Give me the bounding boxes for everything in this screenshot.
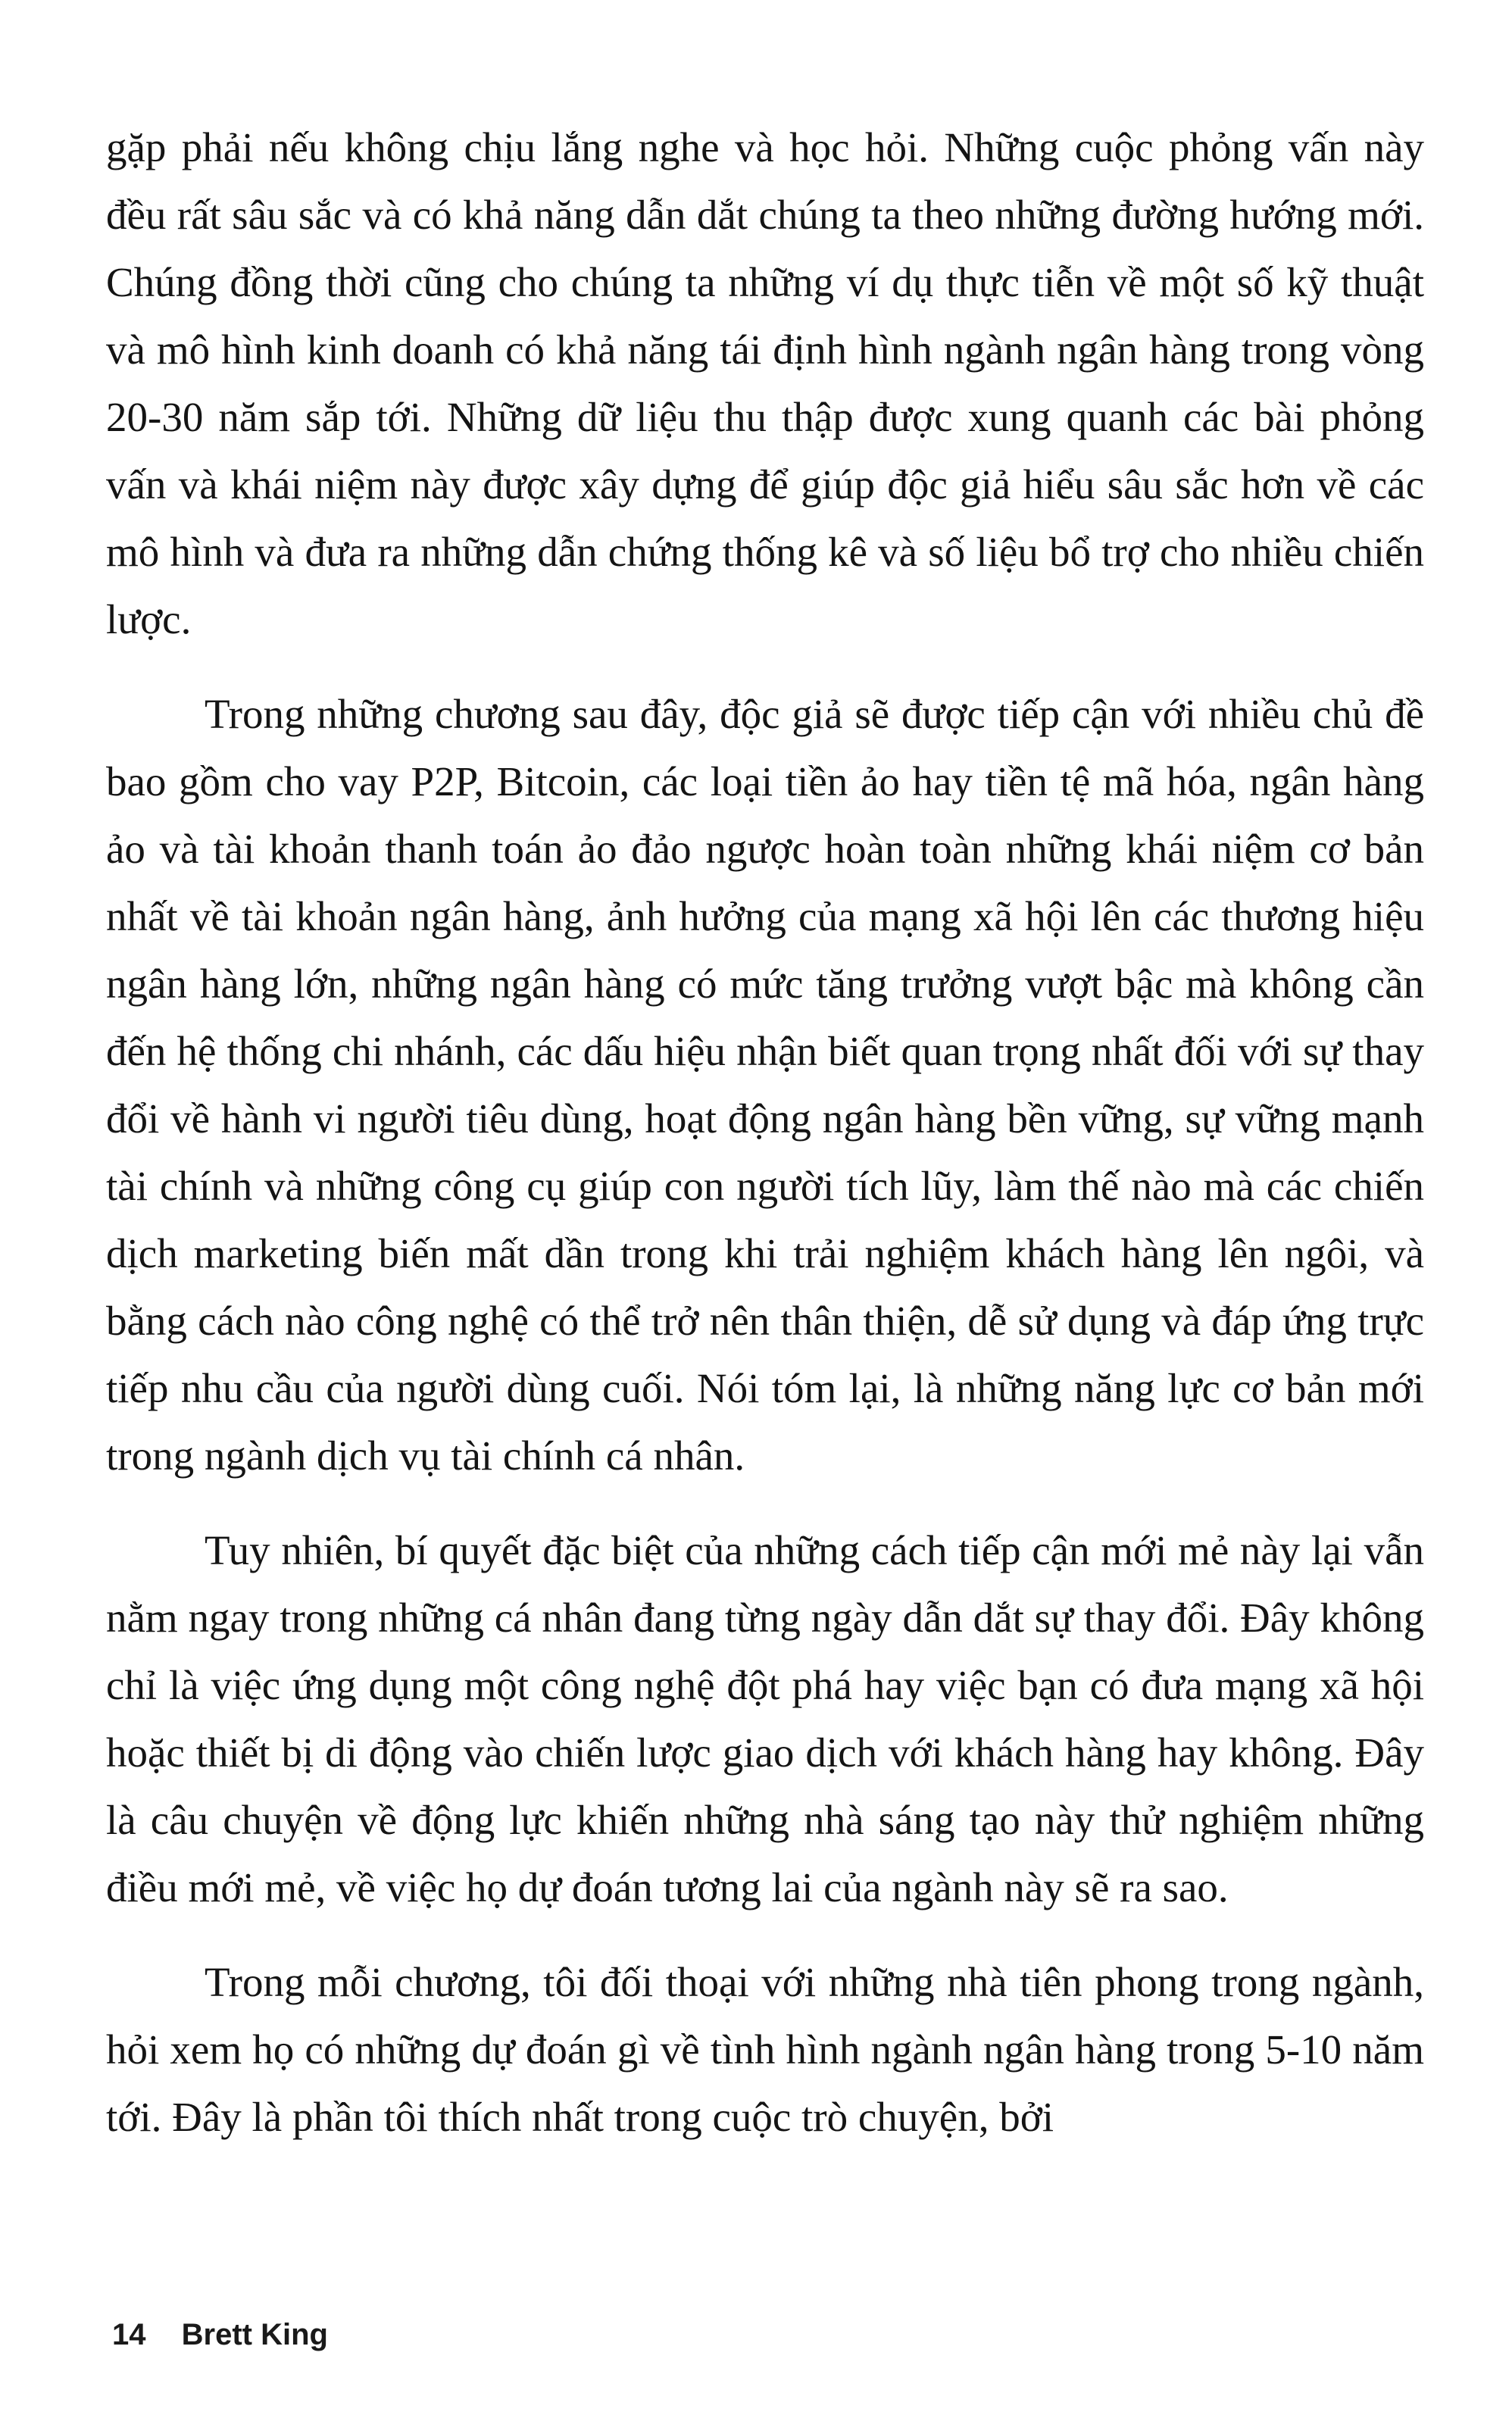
paragraph-innovators: Tuy nhiên, bí quyết đặc biệt của những cách tiếp cận mới mẻ này lại vẫn nằm ngay trong những cá nhân đang từng ngày dẫn dắt sự thay đổi. Đây không chỉ là việc ứng dụng một công nghệ đột phá hay việc bạn có đưa mạng xã hội hoặc thiết bị di động vào chiến lược giao dịch với khách hàng hay không. Đây là câu chuyện về động lực khiến những nhà sáng tạo này thử nghiệm những điều mới mẻ, về việc họ dự đoán tương lai của ngành này sẽ ra sao. <box>106 1527 1424 1910</box>
running-footer-author: Brett King <box>181 2318 328 2351</box>
paragraph-chapter-topics: Trong những chương sau đây, độc giả sẽ được tiếp cận với nhiều chủ đề bao gồm cho vay P2P, Bitcoin, các loại tiền ảo hay tiền tệ mã hóa, ngân hàng ảo và tài khoản thanh toán ảo đảo ngược hoàn toàn những khái niệm cơ bản nhất về tài khoản ngân hàng, ảnh hưởng của mạng xã hội lên các thương hiệu ngân hàng lớn, những ngân hàng có mức tăng trưởng vượt bậc mà không cần đến hệ thống chi nhánh, các dấu hiệu nhận biết quan trọng nhất đối với sự thay đổi về hành vi người tiêu dùng, hoạt động ngân hàng bền vững, sự vững mạnh tài chính và những công cụ giúp con người tích lũy, làm thế nào mà các chiến dịch marketing biến mất dần trong khi trải nghiệm khách hàng lên ngôi, và bằng cách nào công nghệ có thể trở nên thân thiện, dễ sử dụng và đáp ứng trực tiếp nhu cầu của người dùng cuối. Nói tóm lại, là những năng lực cơ bản mới trong ngành dịch vụ tài chính cá nhân. <box>106 691 1424 1479</box>
page-footer <box>112 2318 328 2352</box>
body-text <box>106 114 1424 2151</box>
paragraph-interviews: Trong mỗi chương, tôi đối thoại với những nhà tiên phong trong ngành, hỏi xem họ có những dự đoán gì về tình hình ngành ngân hàng trong 5-10 năm tới. Đây là phần tôi thích nhất trong cuộc trò chuyện, bởi <box>106 1959 1424 2140</box>
page-number: 14 <box>112 2318 146 2351</box>
paragraph-continuation: gặp phải nếu không chịu lắng nghe và học hỏi. Những cuộc phỏng vấn này đều rất sâu sắc và có khả năng dẫn dắt chúng ta theo những đường hướng mới. Chúng đồng thời cũng cho chúng ta những ví dụ thực tiễn về một số kỹ thuật và mô hình kinh doanh có khả năng tái định hình ngành ngân hàng trong vòng 20-30 năm sắp tới. Những dữ liệu thu thập được xung quanh các bài phỏng vấn và khái niệm này được xây dựng để giúp độc giả hiểu sâu sắc hơn về các mô hình và đưa ra những dẫn chứng thống kê và số liệu bổ trợ cho nhiều chiến lược. <box>106 124 1424 642</box>
